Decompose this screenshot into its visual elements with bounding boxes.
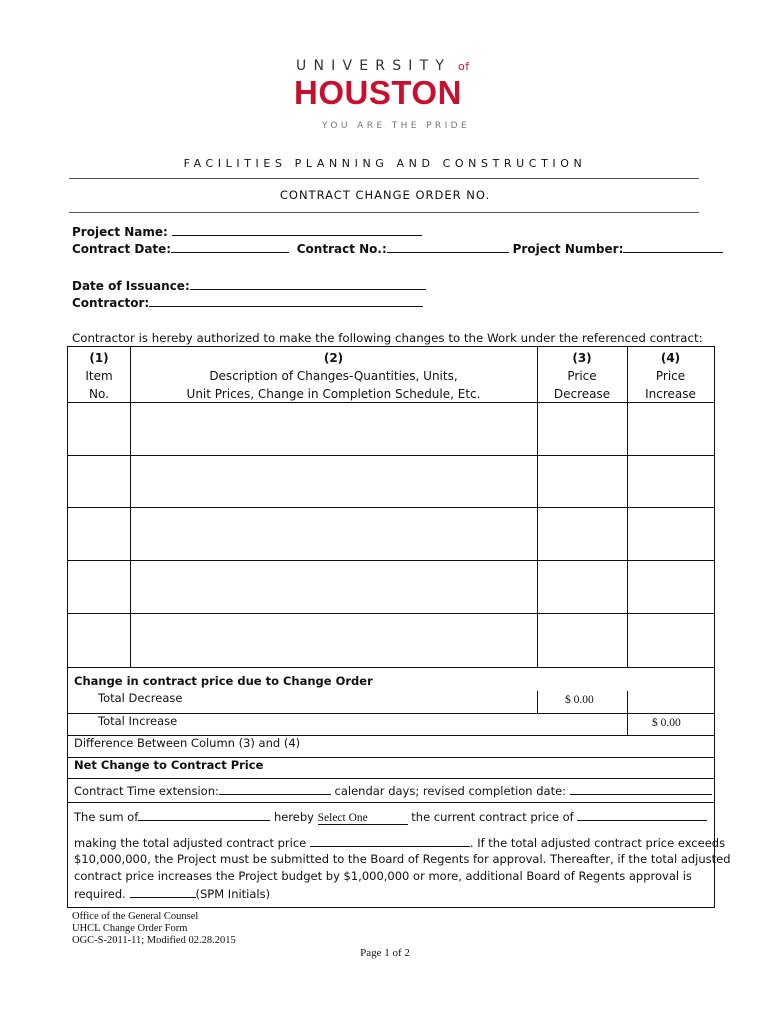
header-decrease-line2: Decrease — [553, 387, 611, 401]
header-decrease-line1: Price — [567, 369, 597, 383]
divider-title — [69, 212, 699, 213]
contract-date-label: Contract Date: — [72, 242, 172, 256]
header-increase-num: (4) — [660, 351, 681, 365]
footer-line-1: Office of the General Counsel — [72, 911, 199, 922]
divider-top — [69, 178, 699, 179]
paragraph-line-1 — [74, 835, 725, 850]
current-contract-price-label: the current contract price of — [411, 810, 574, 824]
time-extension-row — [74, 783, 712, 798]
spm-initials-field[interactable] — [130, 886, 196, 898]
net-change-label: Net Change to Contract Price — [74, 758, 264, 772]
date-of-issuance-label: Date of Issuance: — [72, 279, 190, 293]
header-item-line2: No. — [89, 387, 109, 401]
contractor-field[interactable] — [149, 295, 423, 307]
paragraph-line-4 — [74, 886, 270, 901]
adjusted-price-label: making the total adjusted contract price — [74, 836, 307, 850]
header-description-line1: Description of Changes-Quantities, Units, — [209, 369, 458, 383]
contract-info-row — [72, 241, 723, 256]
project-number-field[interactable] — [623, 241, 723, 253]
total-decrease-label: Total Decrease — [98, 691, 183, 705]
change-order-table — [67, 346, 731, 908]
total-increase-value[interactable]: $ 0.00 — [652, 717, 681, 729]
contract-date-field[interactable] — [171, 241, 289, 253]
header-decrease-num: (3) — [572, 351, 592, 365]
header-item-num: (1) — [89, 351, 109, 365]
change-heading: Change in contract price due to Change Order — [74, 674, 373, 688]
net-change-divider — [68, 778, 714, 779]
contract-no-label: Contract No.: — [296, 242, 387, 256]
row-divider-4 — [68, 613, 714, 614]
header-price-increase — [627, 349, 714, 403]
contractor-row — [72, 295, 423, 310]
total-increase-label: Total Increase — [98, 714, 178, 728]
current-contract-price-field[interactable] — [577, 809, 707, 821]
paragraph-line-2: $10,000,000, the Project must be submitted to the Board of Regents for approval. Thereafter, if the total adjusted — [74, 852, 731, 866]
time-extension-mid-label: calendar days; revised completion date: — [334, 784, 567, 798]
logo-tagline: YOU ARE THE PRIDE — [322, 121, 471, 131]
select-one-dropdown[interactable]: Select One — [318, 812, 408, 825]
page-number: Page 1 of 2 — [360, 947, 410, 959]
sum-amount-field[interactable] — [138, 809, 270, 821]
header-item-line1: Item — [85, 369, 113, 383]
logo-of-text: of — [458, 60, 470, 73]
footer-line-2: UHCL Change Order Form — [72, 923, 188, 934]
date-of-issuance-field[interactable] — [190, 278, 426, 290]
form-title: CONTRACT CHANGE ORDER NO. — [279, 188, 491, 202]
header-description-line2: Unit Prices, Change in Completion Schedule, Etc. — [186, 387, 481, 401]
row-divider-5 — [68, 667, 714, 668]
spm-initials-label: (SPM Initials) — [195, 887, 271, 901]
project-number-label: Project Number: — [512, 242, 624, 256]
adjusted-contract-price-field[interactable] — [310, 835, 470, 847]
header-price-decrease — [537, 349, 627, 403]
row-divider-3 — [68, 560, 714, 561]
row-divider-1 — [68, 455, 714, 456]
difference-label: Difference Between Column (3) and (4) — [74, 736, 301, 750]
sum-label: The sum of — [74, 810, 139, 824]
total-decrease-value[interactable]: $ 0.00 — [565, 694, 594, 706]
project-name-field[interactable] — [172, 224, 422, 236]
form-footer — [72, 911, 236, 947]
header-increase-line2: Increase — [645, 387, 696, 401]
logo-university-text: UNIVERSITY — [296, 58, 452, 74]
revised-completion-date-field[interactable] — [570, 783, 712, 795]
footer-line-3: OGC-S-2011-11; Modified 02.28.2015 — [72, 935, 236, 946]
contract-no-field[interactable] — [387, 241, 509, 253]
project-name-row — [72, 224, 422, 239]
header-increase-line1: Price — [655, 369, 686, 383]
project-name-label: Project Name: — [72, 225, 168, 239]
header-item — [68, 349, 130, 403]
time-extension-divider — [68, 802, 714, 803]
hereby-label: hereby — [273, 810, 314, 824]
time-extension-label: Contract Time extension: — [74, 784, 219, 798]
header-description — [130, 349, 537, 403]
contractor-label: Contractor: — [72, 296, 150, 310]
time-extension-days-field[interactable] — [219, 783, 331, 795]
intro-text: Contractor is hereby authorized to make the following changes to the Work under the referenced contract: — [72, 331, 703, 345]
required-label: required. — [74, 887, 126, 901]
decrease-box-left — [537, 691, 538, 713]
row-divider-2 — [68, 507, 714, 508]
logo-houston-text: HOUSTON — [294, 74, 462, 111]
sum-row — [74, 809, 707, 825]
department-heading: FACILITIES PLANNING AND CONSTRUCTION — [183, 157, 587, 170]
header-description-num: (2) — [323, 351, 344, 365]
paragraph-line-1-end: . If the total adjusted contract price exceeds — [469, 836, 726, 850]
date-of-issuance-row — [72, 278, 426, 293]
university-logo — [290, 58, 490, 134]
paragraph-line-3: contract price increases the Project budget by $1,000,000 or more, additional Board of Regents approval is — [74, 869, 692, 883]
